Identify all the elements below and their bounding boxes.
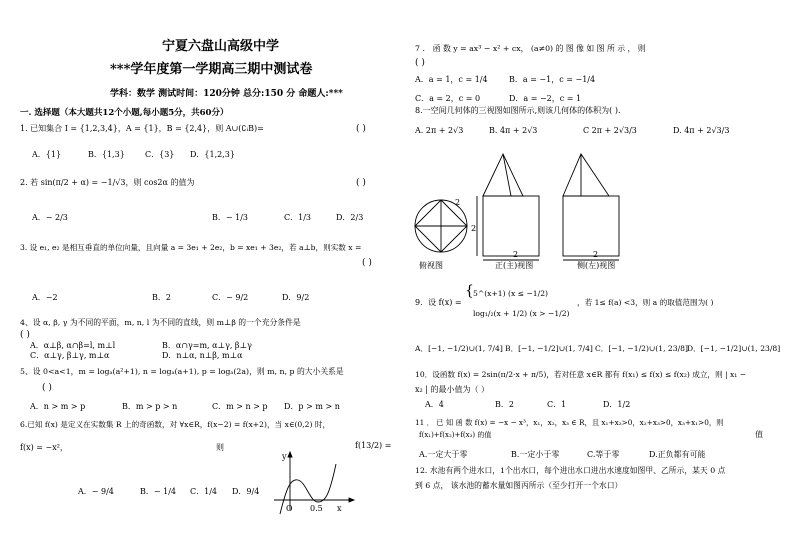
q6-then: 则 bbox=[216, 443, 224, 452]
q6-option-d: D．9/4 bbox=[232, 487, 260, 496]
q7-answer-blank: ( ) bbox=[415, 58, 425, 68]
q11-stem: 11 ． 已 知 函 数 f(x) = −x − x³，x₁，x₂，x₃ ∈ R，且 x₁+x₂>0，x₂+x₃>0，x₃+x₁>0，则 bbox=[415, 418, 724, 427]
top-view-label: 俯视图 bbox=[419, 261, 443, 270]
q10-option-c: C．1 bbox=[547, 400, 567, 409]
q3-option-a: A．−2 bbox=[32, 293, 58, 302]
q9-condition: ，若 1≤ f(a) <3，则 a 的取值范围为( ) bbox=[577, 298, 714, 307]
q10-stem-cont: x₂ | 的最小值为（ ） bbox=[415, 385, 490, 394]
q4-option-c: C．α⊥γ, β⊥γ, m⊥α bbox=[30, 351, 110, 360]
q11-sum-expression: f(x₁)+f(x₂)+f(x₃) 的值 bbox=[419, 431, 492, 439]
q8-side-view bbox=[557, 148, 633, 264]
q7-option-b: B．a = −1，c = −1/4 bbox=[509, 75, 596, 84]
q8-stem: 8.一空间几何体的三视图如图所示,则该几何体的体积为( ). bbox=[415, 106, 621, 115]
q10-stem: 10．设函数 f(x) = 2sin(π/2·x + π/5)，若对任意 x∈R 都有 f(x₁) ≤ f(x) ≤ f(x₂) 成立，则 | x₁ − bbox=[415, 370, 747, 379]
q12-stem: 12. 水池有两个进水口，1个出水口，每个进出水口进出水速度如图甲、乙所示，某天 0 点 bbox=[415, 466, 726, 475]
q11-option-c: C.等于零 bbox=[587, 450, 620, 459]
side-view-label: 侧(左)视图 bbox=[577, 261, 616, 270]
q7-option-d: D．a = −2，c = 1 bbox=[509, 94, 582, 103]
graph-x-label: x bbox=[337, 504, 342, 513]
front-view-label: 正(主)视图 bbox=[495, 261, 534, 270]
q5-option-c: C．m > n > p bbox=[212, 402, 268, 411]
q4-option-a: A．α⊥β, α∩β=l, m⊥l bbox=[30, 341, 116, 350]
q10-option-d: D．1/2 bbox=[603, 400, 631, 409]
q11-value-word: 值 bbox=[755, 430, 763, 439]
q4-stem: 4、设 α, β, γ 为不同的平面，m, n, l 为不同的直线，则 m⊥β 的一个充分条件是 bbox=[20, 318, 301, 327]
q1-option-d: D．{1,2,3} bbox=[190, 150, 235, 159]
q11-option-b: B.一定小于零 bbox=[511, 450, 560, 459]
q8-option-a: A. 2π + 2√3 bbox=[415, 126, 464, 135]
q6-option-b: B．− 1/4 bbox=[140, 487, 176, 496]
q3-option-d: D．9/2 bbox=[282, 293, 310, 302]
q2-option-b: B．− 1/3 bbox=[212, 213, 248, 222]
q9-option-b: B．[−1, −1/2]∪(1, 7/4] bbox=[505, 344, 593, 353]
q6-option-c: C．1/4 bbox=[190, 487, 217, 496]
q9-case-2: log₁/₂(x + 1/2) (x > −1/2) bbox=[473, 309, 570, 318]
section-title: 一. 选择题（本大题共12个小题,每小题5分，共60分） bbox=[20, 108, 229, 118]
q10-option-b: B．2 bbox=[495, 400, 514, 409]
q9-brace: { bbox=[465, 283, 474, 299]
exam-title: ***学年度第一学期高三期中测试卷 bbox=[110, 62, 313, 77]
q6-option-a: A．− 9/4 bbox=[78, 487, 114, 496]
school-name: 宁夏六盘山高级中学 bbox=[162, 39, 280, 54]
q5-option-b: B．m > p > n bbox=[122, 402, 178, 411]
q9-case-1: 5^(x+1) (x ≤ −1/2) bbox=[473, 289, 548, 298]
front-view-dim-slant: 2 bbox=[455, 198, 461, 207]
q4-option-b: B．α∩γ=m, α⊥γ, β⊥γ bbox=[162, 341, 252, 350]
q12-stem-cont: 到 6 点， 该水池的蓄水量如图丙所示（至少打开一个水口） bbox=[415, 481, 623, 490]
q7-option-a: A．a = 1，c = 1/4 bbox=[415, 75, 488, 84]
q1-option-c: C．{3} bbox=[145, 150, 175, 159]
q2-option-a: A．− 2/3 bbox=[32, 213, 68, 222]
q1-option-b: B．{1,3} bbox=[88, 150, 125, 159]
q1-answer-blank: ( ) bbox=[356, 124, 366, 134]
q1-stem: 1. 已知集合 I = {1,2,3,4}，A = {1}，B = {2,4}，则 A∪(∁ᵢB)= bbox=[20, 124, 264, 133]
q7-stem: 7 ． 函 数 y = ax³ − x² + cx， (a≠0) 的 图 像 如 图 所 示 ， 则 bbox=[415, 44, 646, 53]
q5-answer-blank: ( ) bbox=[42, 383, 52, 393]
front-view-dim-height: 2 bbox=[471, 224, 477, 233]
q1-option-a: A．{1} bbox=[32, 150, 62, 159]
q11-option-d: D.正负都有可能 bbox=[649, 450, 706, 459]
q9-stem: 9．设 f(x) = bbox=[415, 298, 462, 307]
q8-option-c: C 2π + 2√3/3 bbox=[583, 126, 637, 135]
front-view-dim-width: 2 bbox=[513, 250, 519, 259]
q2-answer-blank: ( ) bbox=[356, 178, 366, 188]
q8-option-d: D. 4π + 2√3/3 bbox=[673, 126, 730, 135]
q4-answer-blank: ( ) bbox=[20, 330, 30, 340]
q3-stem: 3. 设 e₁, e₂ 是相互垂直的单位向量，且向量 a = 3e₁ + 2e₂，b = xe₁ + 3e₂，若 a⊥b，则实数 x = bbox=[20, 243, 362, 252]
q8-top-view bbox=[411, 196, 475, 258]
graph-y-label: y bbox=[282, 452, 287, 461]
q6-query: f(13/2) = bbox=[355, 441, 392, 450]
q3-option-c: C．− 9/2 bbox=[212, 293, 249, 302]
exam-info: 学科：数学 测试时间：120分钟 总分:150 分 命题人:*** bbox=[110, 89, 343, 99]
q4-option-d: D．n⊥α, n⊥β, m⊥α bbox=[162, 351, 243, 360]
q9-option-d: D．[−1, −1/2]∪(1, 23/8] bbox=[687, 344, 781, 353]
q3-answer-blank: ( ) bbox=[362, 258, 372, 268]
graph-tick-label: 0.5 bbox=[310, 504, 323, 513]
q8-option-b: B. 4π + 2√3 bbox=[489, 126, 538, 135]
q6-function-def: f(x) = −x²， bbox=[20, 443, 68, 452]
q7-option-c: C．a = 2，c = 0 bbox=[415, 94, 481, 103]
side-view-dim-width: 2 bbox=[593, 250, 599, 259]
q10-option-a: A．4 bbox=[425, 400, 444, 409]
q2-option-d: D．2/3 bbox=[336, 213, 364, 222]
graph-origin-label: O bbox=[286, 504, 293, 513]
q3-option-b: B．2 bbox=[152, 293, 171, 302]
q8-front-view bbox=[475, 148, 561, 264]
q2-stem: 2. 若 sin(π/2 + α) = −1/√3，则 cos2α 的值为 bbox=[20, 178, 195, 187]
q6-stem: 6.已知 f(x) 是定义在实数集 R 上的奇函数，对 ∀x∈R，f(x−2) = f(x+2)，当 x∈(0,2) 时， bbox=[20, 420, 331, 429]
q11-option-a: A.一定大于零 bbox=[419, 450, 468, 459]
q9-option-c: C．[−1, −1/2)∪(1, 23/8] bbox=[595, 344, 688, 353]
q5-option-a: A．n > m > p bbox=[30, 402, 86, 411]
q5-option-d: D．p > m > n bbox=[284, 402, 340, 411]
q5-stem: 5、设 0<a<1，m = logₐ(a²+1), n = logₐ(a+1), p = logₐ(2a)，则 m, n, p 的大小关系是 bbox=[20, 367, 344, 376]
q2-option-c: C．1/3 bbox=[284, 213, 311, 222]
q9-option-a: A．[−1, −1/2)∪(1, 7/4] bbox=[415, 344, 503, 353]
